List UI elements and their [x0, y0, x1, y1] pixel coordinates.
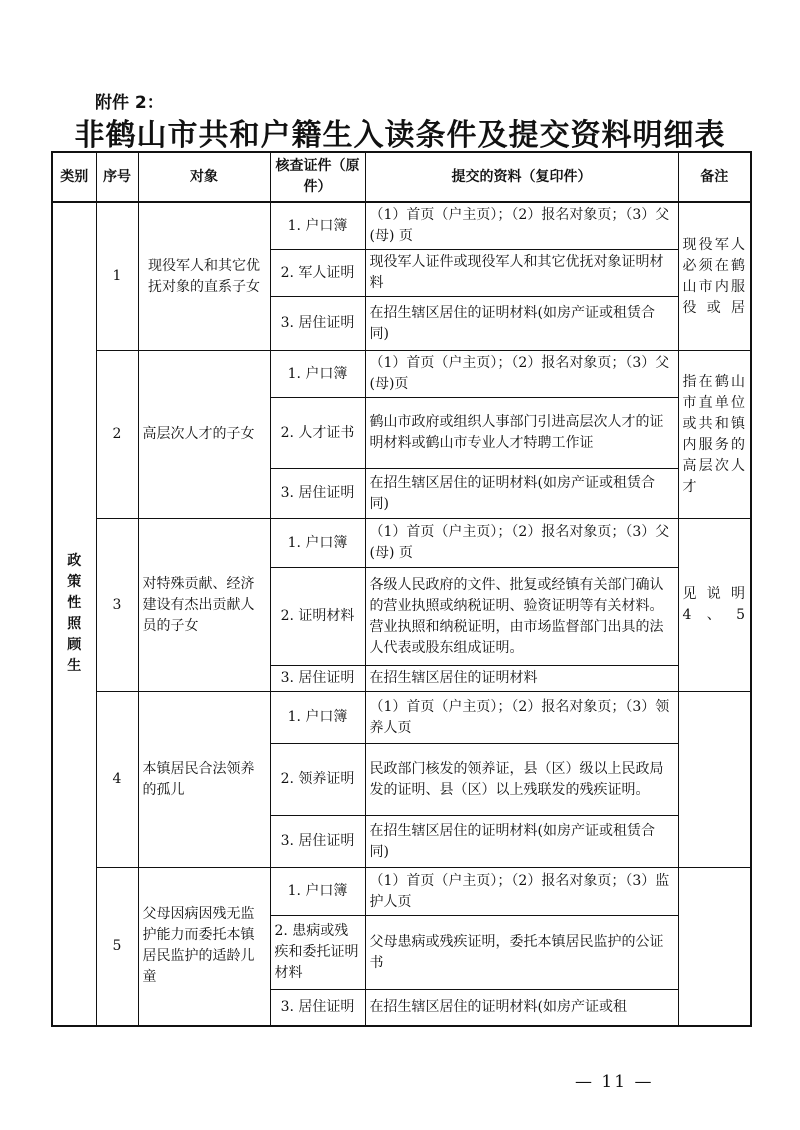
cert-cell: 1. 户口簿: [270, 351, 365, 398]
header-seq: 序号: [96, 152, 138, 202]
seq-cell: 5: [96, 868, 138, 1026]
header-cert: 核查证件（原件）: [270, 152, 365, 202]
remark-cell: 见说明4、5: [678, 519, 751, 692]
seq-cell: 2: [96, 351, 138, 519]
table-row: [52, 519, 751, 568]
table-row: [52, 351, 751, 398]
remark-cell: 现役军人必须在鹤山市内服役或居: [678, 202, 751, 351]
material-cell: （1）首页（户主页）；（2）报名对象页；（3）父(母) 页: [365, 519, 678, 568]
cert-cell: 2. 证明材料: [270, 568, 365, 666]
cert-cell: 3. 居住证明: [270, 666, 365, 692]
detail-table: [51, 151, 752, 1027]
remark-cell: [678, 868, 751, 1026]
category-cell: 政策性照顾生: [52, 202, 96, 1026]
table-row: [52, 868, 751, 916]
target-cell: 父母因病因残无监护能力而委托本镇居民监护的适龄儿童: [138, 868, 270, 1026]
table-row: [52, 692, 751, 744]
document-title: 非鹤山市共和户籍生入读条件及提交资料明细表: [74, 118, 726, 153]
cert-cell: 1. 户口簿: [270, 692, 365, 744]
annex-label: 附件 2：: [95, 93, 164, 113]
page-number: — 11 —: [575, 1072, 654, 1092]
material-cell: （1）首页（户主页）；（2）报名对象页；（3）父(母) 页: [365, 202, 678, 250]
target-cell: 现役军人和其它优抚对象的直系子女: [138, 202, 270, 351]
cert-cell: 1. 户口簿: [270, 519, 365, 568]
cert-cell: 3. 居住证明: [270, 816, 365, 868]
table-row: [52, 202, 751, 250]
header-materials: 提交的资料（复印件）: [365, 152, 678, 202]
cert-cell: 2. 患病或残疾和委托证明材料: [270, 916, 365, 990]
header-remark: 备注: [678, 152, 751, 202]
remark-cell: [678, 692, 751, 868]
material-cell: （1）首页（户主页）；（2）报名对象页；（3）监护人页: [365, 868, 678, 916]
material-cell: 鹤山市政府或组织人事部门引进高层次人才的证明材料或鹤山市专业人才特聘工作证: [365, 398, 678, 469]
material-cell: （1）首页（户主页）；（2）报名对象页；（3）领养人页: [365, 692, 678, 744]
material-cell: 在招生辖区居住的证明材料: [365, 666, 678, 692]
material-cell: 在招生辖区居住的证明材料(如房产证或租赁合同): [365, 816, 678, 868]
material-cell: 各级人民政府的文件、批复或经镇有关部门确认的营业执照或纳税证明、验资证明等有关材料。营业执照和纳税证明，由市场监督部门出具的法人代表或股东组成证明。: [365, 568, 678, 666]
cert-cell: 1. 户口簿: [270, 868, 365, 916]
cert-cell: 1. 户口簿: [270, 202, 365, 250]
header-target: 对象: [138, 152, 270, 202]
header-row: [52, 152, 751, 202]
seq-cell: 4: [96, 692, 138, 868]
remark-cell: 指在鹤山市直单位或共和镇内服务的高层次人才: [678, 351, 751, 519]
target-cell: 高层次人才的子女: [138, 351, 270, 519]
material-cell: 在招生辖区居住的证明材料(如房产证或租: [365, 990, 678, 1026]
material-cell: 在招生辖区居住的证明材料(如房产证或租赁合同): [365, 297, 678, 351]
target-cell: 对特殊贡献、经济建设有杰出贡献人员的子女: [138, 519, 270, 692]
cert-cell: 3. 居住证明: [270, 990, 365, 1026]
seq-cell: 1: [96, 202, 138, 351]
material-cell: 民政部门核发的领养证，县（区）级以上民政局发的证明、县（区）以上残联发的残疾证明。: [365, 744, 678, 816]
cert-cell: 2. 人才证书: [270, 398, 365, 469]
target-cell: 本镇居民合法领养的孤儿: [138, 692, 270, 868]
cert-cell: 3. 居住证明: [270, 297, 365, 351]
material-cell: 在招生辖区居住的证明材料(如房产证或租赁合同): [365, 469, 678, 519]
cert-cell: 3. 居住证明: [270, 469, 365, 519]
header-category: 类别: [52, 152, 96, 202]
cert-cell: 2. 军人证明: [270, 250, 365, 297]
material-cell: （1）首页（户主页）；（2）报名对象页；（3）父(母)页: [365, 351, 678, 398]
seq-cell: 3: [96, 519, 138, 692]
material-cell: 父母患病或残疾证明，委托本镇居民监护的公证书: [365, 916, 678, 990]
cert-cell: 2. 领养证明: [270, 744, 365, 816]
material-cell: 现役军人证件或现役军人和其它优抚对象证明材料: [365, 250, 678, 297]
